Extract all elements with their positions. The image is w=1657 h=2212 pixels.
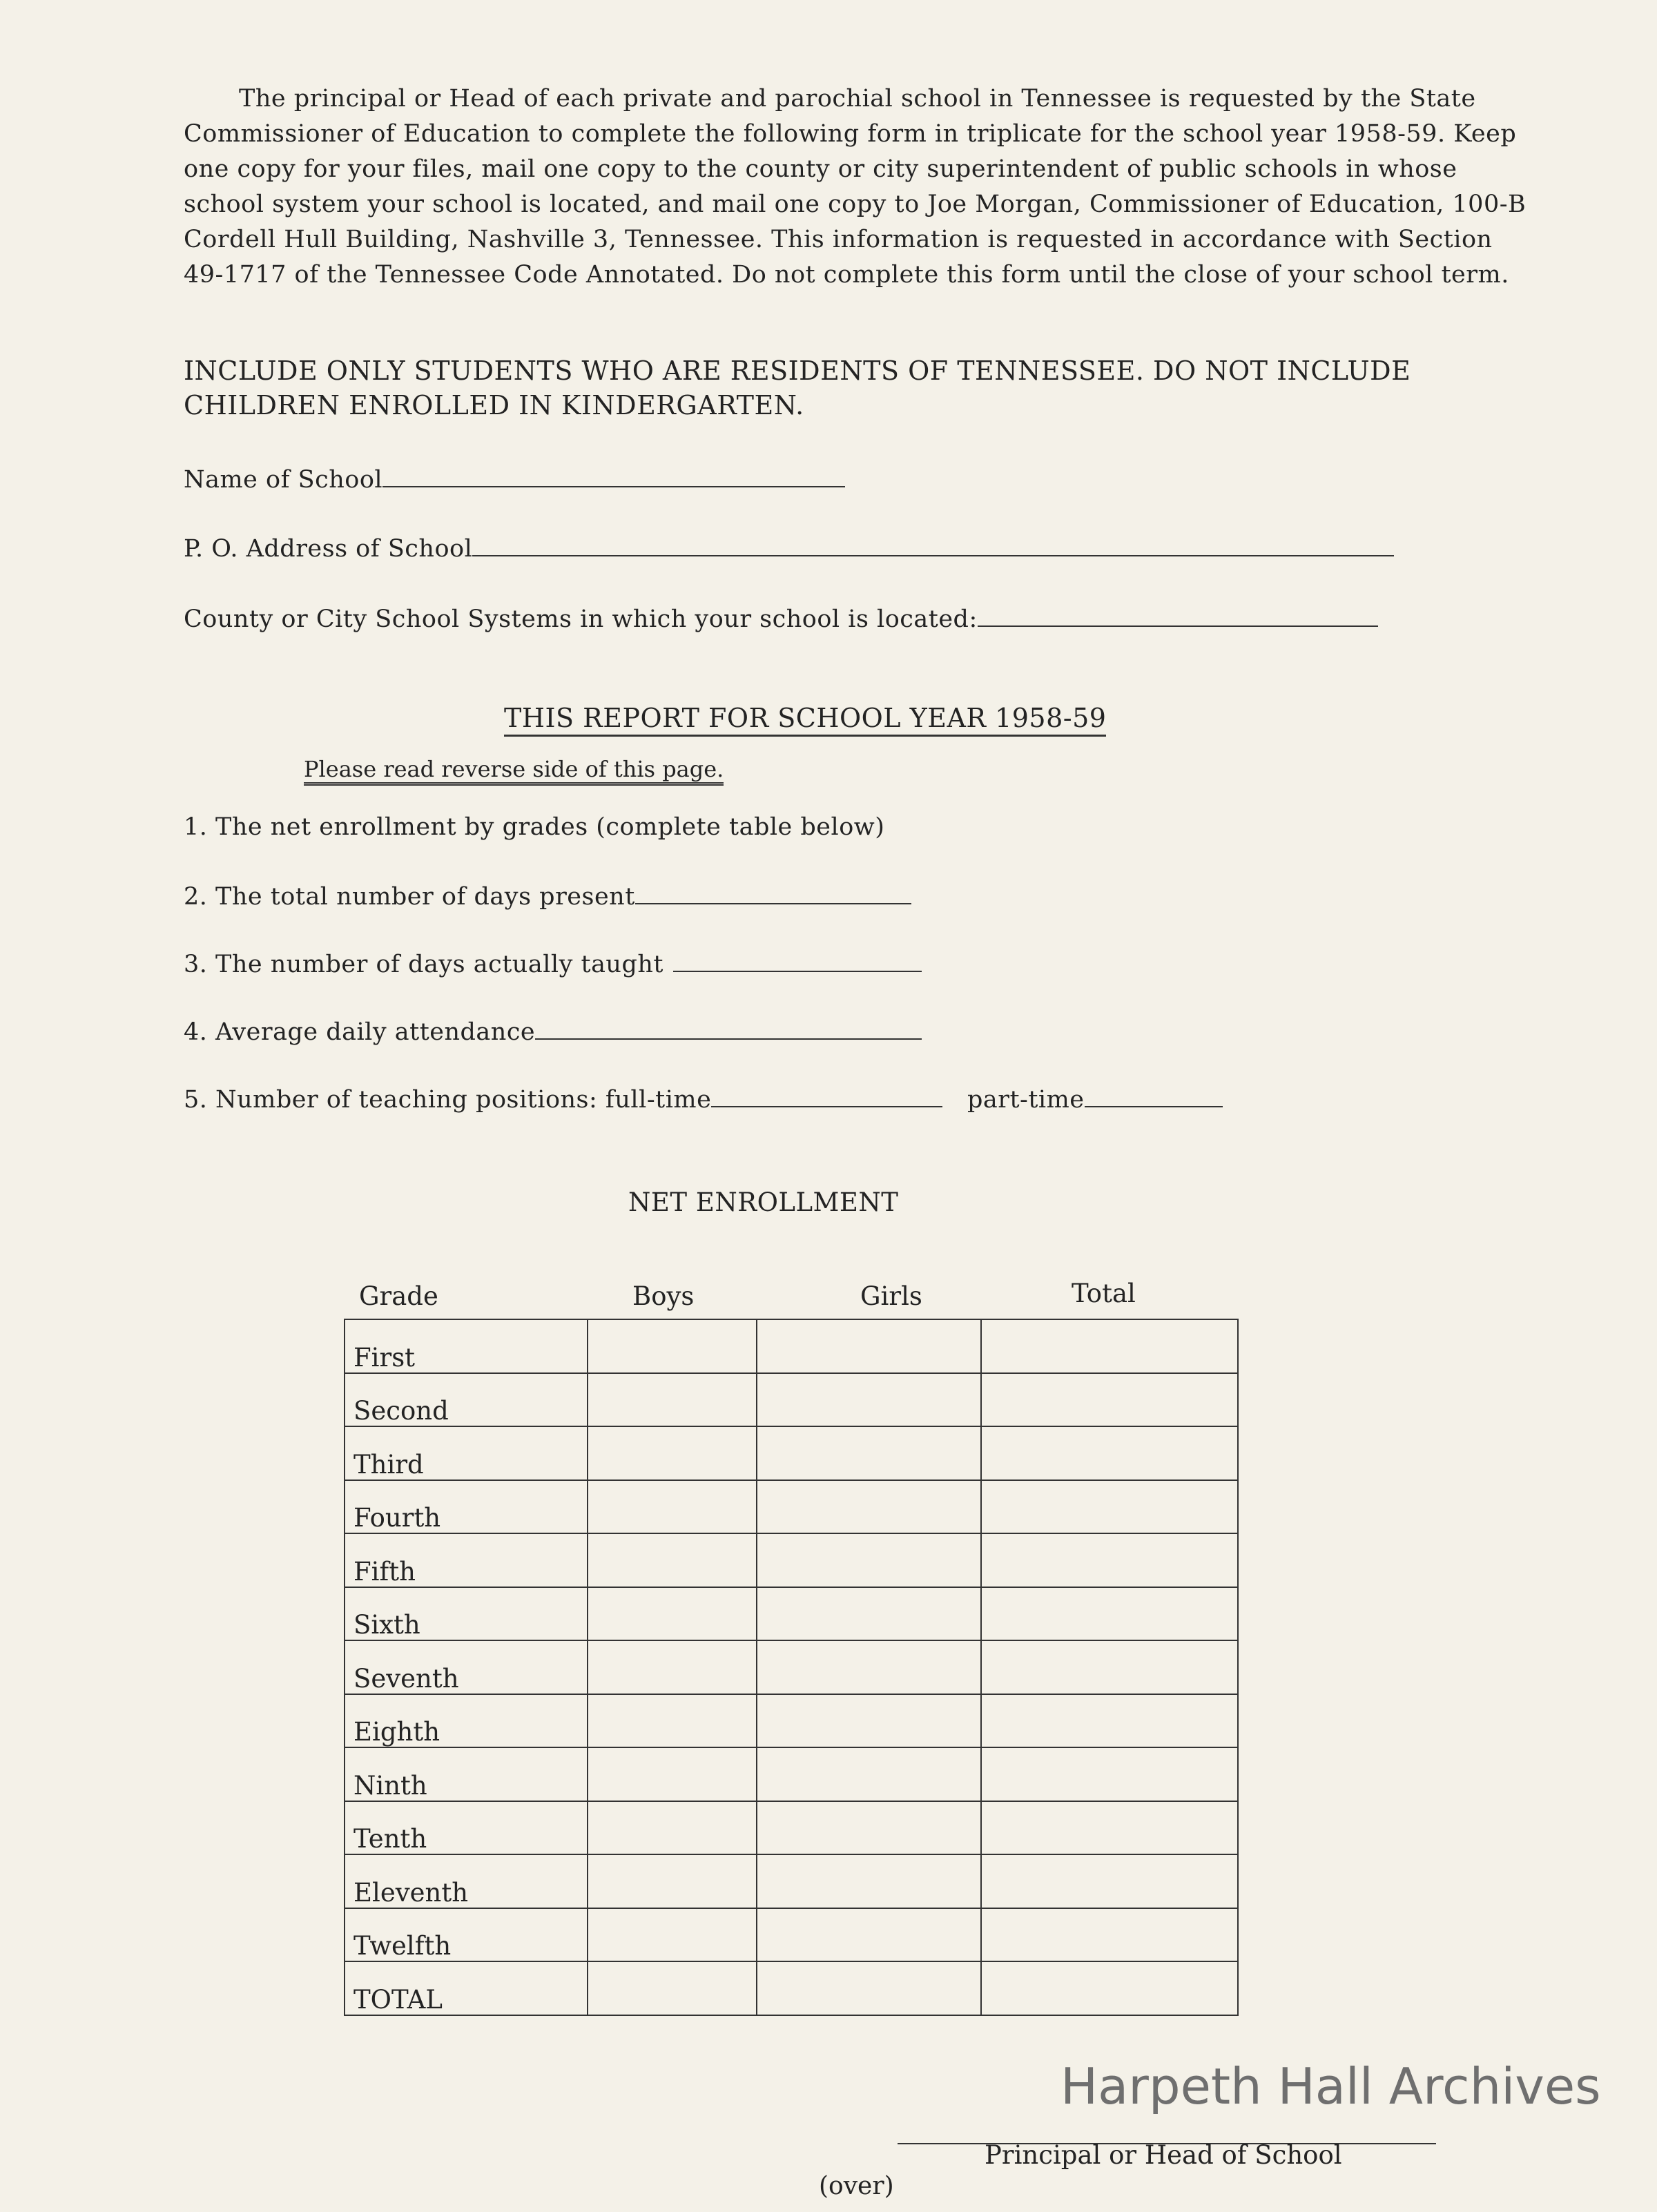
grade-cell: TOTAL [345,1961,588,2015]
table-row [345,1747,1238,1801]
girls-cell[interactable] [757,1908,980,1962]
grade-cell: Second [345,1373,588,1427]
girls-cell[interactable] [757,1319,980,1373]
boys-cell[interactable] [588,1640,757,1694]
school-name-field [184,463,845,494]
col-girls: Girls [860,1281,922,1311]
boys-cell[interactable] [588,1694,757,1748]
girls-cell[interactable] [757,1480,980,1534]
total-cell[interactable] [981,1801,1238,1855]
grade-cell: Eleventh [345,1854,588,1908]
girls-cell[interactable] [757,1854,980,1908]
boys-cell[interactable] [588,1319,757,1373]
item-1 [184,813,884,841]
girls-cell[interactable] [757,1801,980,1855]
total-cell[interactable] [981,1373,1238,1427]
grade-cell: Eighth [345,1694,588,1748]
total-cell[interactable] [981,1961,1238,2015]
girls-cell[interactable] [757,1640,980,1694]
girls-cell[interactable] [757,1694,980,1748]
school-name-blank[interactable] [382,463,845,487]
boys-cell[interactable] [588,1480,757,1534]
total-cell[interactable] [981,1640,1238,1694]
intro-paragraph: The principal or Head of each private and parochial school in Tennessee is requested by the State Commissioner of Education to complete the following form in triplicate for the school year 1958-59. Keep one copy for your files, mail one copy to the county or city superintendent of public schools in whose school system your school is located, and mail one copy to Joe Morgan, Commissioner of Education, 100-B Cordell Hull Building, Nashville 3, Tennessee. This information is requested in accordance with Section 49-1717 of the Tennessee Code Annotated. Do not complete this form until the close of your school term. [184,85,1527,289]
item-5 [184,1083,1223,1114]
girls-cell[interactable] [757,1373,980,1427]
archive-watermark: Harpeth Hall Archives [1060,2057,1601,2115]
girls-cell[interactable] [757,1961,980,2015]
attendance-blank[interactable] [535,1015,922,1040]
over-note: (over) [819,2172,894,2200]
col-total: Total [1072,1279,1136,1308]
col-boys: Boys [632,1281,695,1311]
girls-cell[interactable] [757,1426,980,1480]
residency-notice: INCLUDE ONLY STUDENTS WHO ARE RESIDENTS OF TENNESSEE. DO NOT INCLUDE CHILDREN ENROLLED IN KINDERGARTEN. [184,356,1411,420]
days-taught-blank[interactable] [673,947,922,972]
part-time-blank[interactable] [1085,1083,1223,1107]
report-year-title: THIS REPORT FOR SCHOOL YEAR 1958-59 [504,703,1106,737]
net-enrollment-title: NET ENROLLMENT [628,1187,899,1217]
part-time-label: part-time [967,1086,1085,1114]
net-enrollment-table [344,1319,1239,2016]
total-cell[interactable] [981,1587,1238,1641]
table-row [345,1961,1238,2015]
address-field [184,532,1394,563]
total-cell[interactable] [981,1319,1238,1373]
boys-cell[interactable] [588,1801,757,1855]
county-label: County or City School Systems in which your school is located: [184,605,978,633]
total-cell[interactable] [981,1908,1238,1962]
grade-cell: Third [345,1426,588,1480]
boys-cell[interactable] [588,1747,757,1801]
col-grade: Grade [359,1281,438,1311]
grade-cell: Ninth [345,1747,588,1801]
grade-cell: Seventh [345,1640,588,1694]
grade-cell: Twelfth [345,1908,588,1962]
read-reverse-note: Please read reverse side of this page. [304,756,724,786]
item-4-label: 4. Average daily attendance [184,1018,536,1046]
school-name-label: Name of School [184,466,383,494]
table-row [345,1426,1238,1480]
total-cell[interactable] [981,1426,1238,1480]
girls-cell[interactable] [757,1747,980,1801]
total-cell[interactable] [981,1854,1238,1908]
table-row [345,1640,1238,1694]
grade-cell: First [345,1319,588,1373]
girls-cell[interactable] [757,1587,980,1641]
boys-cell[interactable] [588,1533,757,1587]
item-4 [184,1015,922,1046]
days-present-blank[interactable] [635,880,911,904]
total-cell[interactable] [981,1747,1238,1801]
table-row [345,1319,1238,1373]
grade-cell: Sixth [345,1587,588,1641]
boys-cell[interactable] [588,1854,757,1908]
county-blank[interactable] [978,602,1378,627]
grade-cell: Fifth [345,1533,588,1587]
address-blank[interactable] [472,532,1394,556]
table-row [345,1694,1238,1748]
item-5-label: 5. Number of teaching positions: full-time [184,1086,712,1114]
boys-cell[interactable] [588,1426,757,1480]
grade-cell: Fourth [345,1480,588,1534]
table-row [345,1480,1238,1534]
county-field [184,602,1378,633]
item-1-label: 1. The net enrollment by grades (complete table below) [184,813,885,841]
girls-cell[interactable] [757,1533,980,1587]
table-row [345,1908,1238,1962]
table-row [345,1533,1238,1587]
grade-cell: Tenth [345,1801,588,1855]
item-2 [184,880,911,911]
table-row [345,1373,1238,1427]
address-label: P. O. Address of School [184,535,473,563]
total-cell[interactable] [981,1694,1238,1748]
boys-cell[interactable] [588,1373,757,1427]
table-row [345,1801,1238,1855]
boys-cell[interactable] [588,1908,757,1962]
signature-label: Principal or Head of School [985,2140,1342,2170]
table-row [345,1587,1238,1641]
item-2-label: 2. The total number of days present [184,883,635,911]
item-3-label: 3. The number of days actually taught [184,951,663,978]
table-row [345,1854,1238,1908]
boys-cell[interactable] [588,1961,757,2015]
item-3 [184,947,922,978]
boys-cell[interactable] [588,1587,757,1641]
total-cell[interactable] [981,1533,1238,1587]
full-time-blank[interactable] [711,1083,942,1107]
total-cell[interactable] [981,1480,1238,1534]
